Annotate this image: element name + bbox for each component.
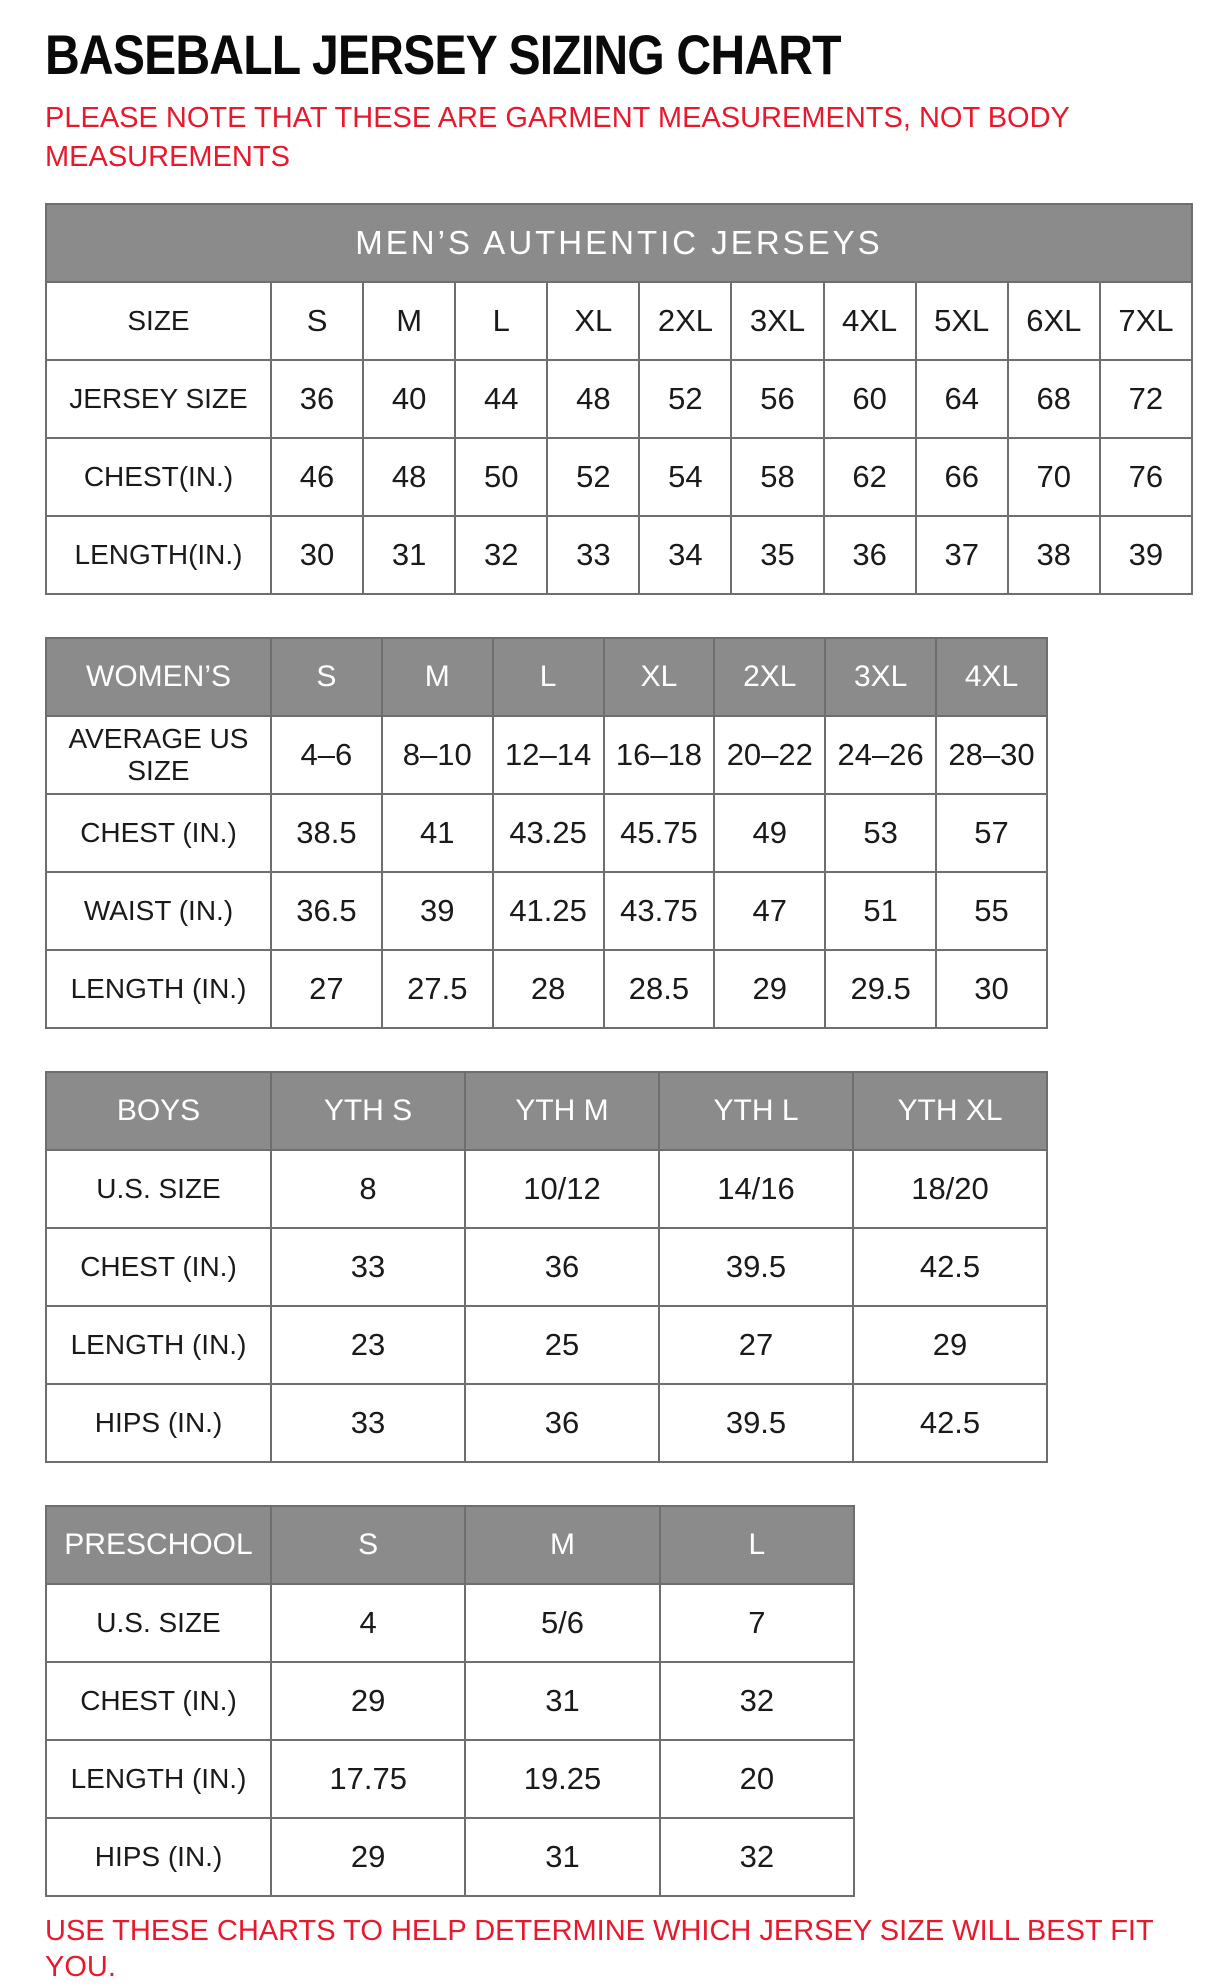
- boys-value-cell: 10/12: [465, 1150, 659, 1228]
- mens-value-cell: 34: [639, 516, 731, 594]
- womens-header-cell: 3XL: [825, 638, 936, 716]
- boys-value-cell: 18/20: [853, 1150, 1047, 1228]
- mens-row-label-cell: JERSEY SIZE: [46, 360, 271, 438]
- boys-value-cell: 8: [271, 1150, 465, 1228]
- boys-row-label-cell: U.S. SIZE: [46, 1150, 271, 1228]
- mens-value-cell: 44: [455, 360, 547, 438]
- preschool-table-title-cell: PRESCHOOL: [46, 1506, 271, 1584]
- mens-value-cell: 7XL: [1100, 282, 1192, 360]
- preschool-row-label-cell: U.S. SIZE: [46, 1584, 271, 1662]
- preschool-value-cell: 4: [271, 1584, 465, 1662]
- boys-table-row: [46, 1306, 1047, 1384]
- mens-value-cell: 3XL: [731, 282, 823, 360]
- preschool-value-cell: 17.75: [271, 1740, 465, 1818]
- preschool-row-label-cell: CHEST (IN.): [46, 1662, 271, 1740]
- mens-size-table: [45, 203, 1193, 595]
- preschool-value-cell: 32: [660, 1662, 854, 1740]
- womens-sizing-table-section: [45, 637, 1175, 1029]
- mens-value-cell: 39: [1100, 516, 1192, 594]
- womens-value-cell: 41.25: [493, 872, 604, 950]
- womens-value-cell: 27.5: [382, 950, 493, 1028]
- mens-value-cell: 36: [271, 360, 363, 438]
- mens-value-cell: 30: [271, 516, 363, 594]
- boys-value-cell: 25: [465, 1306, 659, 1384]
- mens-table-row: [46, 282, 1192, 360]
- womens-header-cell: S: [271, 638, 382, 716]
- mens-value-cell: 2XL: [639, 282, 731, 360]
- womens-value-cell: 49: [714, 794, 825, 872]
- fit-advice-note: USE THESE CHARTS TO HELP DETERMINE WHICH JERSEY SIZE WILL BEST FIT YOU.: [45, 1915, 1154, 1984]
- womens-value-cell: 28: [493, 950, 604, 1028]
- mens-value-cell: 62: [824, 438, 916, 516]
- preschool-row-label-cell: LENGTH (IN.): [46, 1740, 271, 1818]
- boys-row-label-cell: CHEST (IN.): [46, 1228, 271, 1306]
- mens-value-cell: 38: [1008, 516, 1100, 594]
- boys-header-cell: YTH L: [659, 1072, 853, 1150]
- womens-header-cell: L: [493, 638, 604, 716]
- preschool-value-cell: 31: [465, 1818, 659, 1896]
- preschool-value-cell: 7: [660, 1584, 854, 1662]
- preschool-header-cell: M: [465, 1506, 659, 1584]
- mens-table-row: [46, 516, 1192, 594]
- boys-header-cell: YTH XL: [853, 1072, 1047, 1150]
- mens-value-cell: 6XL: [1008, 282, 1100, 360]
- mens-value-cell: 33: [547, 516, 639, 594]
- preschool-row-label-cell: HIPS (IN.): [46, 1818, 271, 1896]
- preschool-value-cell: 32: [660, 1818, 854, 1896]
- preschool-header-cell: L: [660, 1506, 854, 1584]
- mens-value-cell: L: [455, 282, 547, 360]
- womens-value-cell: 51: [825, 872, 936, 950]
- womens-value-cell: 28–30: [936, 716, 1047, 794]
- boys-value-cell: 27: [659, 1306, 853, 1384]
- mens-value-cell: 48: [363, 438, 455, 516]
- mens-value-cell: 32: [455, 516, 547, 594]
- mens-value-cell: 5XL: [916, 282, 1008, 360]
- preschool-value-cell: 19.25: [465, 1740, 659, 1818]
- mens-value-cell: 70: [1008, 438, 1100, 516]
- boys-table-row: [46, 1150, 1047, 1228]
- preschool-value-cell: 20: [660, 1740, 854, 1818]
- boys-value-cell: 42.5: [853, 1228, 1047, 1306]
- boys-table-row: [46, 1228, 1047, 1306]
- mens-value-cell: 4XL: [824, 282, 916, 360]
- boys-value-cell: 39.5: [659, 1228, 853, 1306]
- boys-value-cell: 14/16: [659, 1150, 853, 1228]
- mens-value-cell: 37: [916, 516, 1008, 594]
- boys-header-cell: YTH M: [465, 1072, 659, 1150]
- womens-row-label-cell: LENGTH (IN.): [46, 950, 271, 1028]
- mens-value-cell: 56: [731, 360, 823, 438]
- measurement-note: PLEASE NOTE THAT THESE ARE GARMENT MEASUREMENTS, NOT BODY MEASUREMENTS: [45, 101, 1070, 173]
- womens-value-cell: 43.75: [604, 872, 715, 950]
- womens-value-cell: 55: [936, 872, 1047, 950]
- mens-value-cell: XL: [547, 282, 639, 360]
- boys-table-row: [46, 1384, 1047, 1462]
- mens-row-label-cell: LENGTH(IN.): [46, 516, 271, 594]
- mens-row-label-cell: SIZE: [46, 282, 271, 360]
- womens-row-label-cell: AVERAGE US SIZE: [46, 716, 271, 794]
- mens-value-cell: M: [363, 282, 455, 360]
- boys-value-cell: 23: [271, 1306, 465, 1384]
- preschool-table-row: [46, 1584, 854, 1662]
- preschool-value-cell: 5/6: [465, 1584, 659, 1662]
- mens-value-cell: 52: [639, 360, 731, 438]
- womens-table-row: [46, 716, 1047, 794]
- mens-value-cell: 76: [1100, 438, 1192, 516]
- womens-value-cell: 12–14: [493, 716, 604, 794]
- mens-value-cell: 54: [639, 438, 731, 516]
- womens-table-title-cell: WOMEN’S: [46, 638, 271, 716]
- mens-table-banner: MEN’S AUTHENTIC JERSEYS: [46, 204, 1192, 282]
- womens-header-cell: M: [382, 638, 493, 716]
- womens-value-cell: 57: [936, 794, 1047, 872]
- womens-row-label-cell: WAIST (IN.): [46, 872, 271, 950]
- womens-value-cell: 30: [936, 950, 1047, 1028]
- preschool-table-row: [46, 1818, 854, 1896]
- womens-value-cell: 36.5: [271, 872, 382, 950]
- mens-value-cell: 50: [455, 438, 547, 516]
- womens-value-cell: 53: [825, 794, 936, 872]
- mens-table-row: [46, 360, 1192, 438]
- womens-size-table: [45, 637, 1048, 1029]
- mens-value-cell: 48: [547, 360, 639, 438]
- womens-table-row: [46, 950, 1047, 1028]
- preschool-table-row: [46, 1740, 854, 1818]
- preschool-sizing-table-section: [45, 1505, 1175, 1897]
- womens-value-cell: 41: [382, 794, 493, 872]
- womens-table-row: [46, 794, 1047, 872]
- womens-value-cell: 16–18: [604, 716, 715, 794]
- mens-value-cell: 64: [916, 360, 1008, 438]
- mens-value-cell: 72: [1100, 360, 1192, 438]
- boys-row-label-cell: LENGTH (IN.): [46, 1306, 271, 1384]
- boys-value-cell: 29: [853, 1306, 1047, 1384]
- womens-value-cell: 43.25: [493, 794, 604, 872]
- womens-value-cell: 47: [714, 872, 825, 950]
- boys-value-cell: 39.5: [659, 1384, 853, 1462]
- mens-value-cell: S: [271, 282, 363, 360]
- mens-value-cell: 66: [916, 438, 1008, 516]
- mens-value-cell: 36: [824, 516, 916, 594]
- mens-value-cell: 31: [363, 516, 455, 594]
- womens-header-cell: 2XL: [714, 638, 825, 716]
- boys-value-cell: 33: [271, 1384, 465, 1462]
- mens-table-row: [46, 438, 1192, 516]
- preschool-header-cell: S: [271, 1506, 465, 1584]
- womens-value-cell: 28.5: [604, 950, 715, 1028]
- womens-value-cell: 29.5: [825, 950, 936, 1028]
- boys-value-cell: 36: [465, 1384, 659, 1462]
- preschool-value-cell: 31: [465, 1662, 659, 1740]
- preschool-value-cell: 29: [271, 1662, 465, 1740]
- boys-value-cell: 33: [271, 1228, 465, 1306]
- womens-value-cell: 29: [714, 950, 825, 1028]
- womens-value-cell: 8–10: [382, 716, 493, 794]
- boys-value-cell: 36: [465, 1228, 659, 1306]
- preschool-size-table: [45, 1505, 855, 1897]
- womens-row-label-cell: CHEST (IN.): [46, 794, 271, 872]
- preschool-value-cell: 29: [271, 1818, 465, 1896]
- preschool-table-row: [46, 1662, 854, 1740]
- womens-value-cell: 27: [271, 950, 382, 1028]
- mens-row-label-cell: CHEST(IN.): [46, 438, 271, 516]
- boys-value-cell: 42.5: [853, 1384, 1047, 1462]
- boys-header-cell: YTH S: [271, 1072, 465, 1150]
- womens-value-cell: 24–26: [825, 716, 936, 794]
- mens-sizing-table-section: [45, 203, 1175, 595]
- mens-value-cell: 58: [731, 438, 823, 516]
- womens-value-cell: 45.75: [604, 794, 715, 872]
- page-title: BASEBALL JERSEY SIZING CHART: [45, 23, 841, 86]
- womens-value-cell: 39: [382, 872, 493, 950]
- womens-header-cell: XL: [604, 638, 715, 716]
- womens-value-cell: 38.5: [271, 794, 382, 872]
- mens-value-cell: 68: [1008, 360, 1100, 438]
- mens-value-cell: 52: [547, 438, 639, 516]
- boys-size-table: [45, 1071, 1048, 1463]
- boys-row-label-cell: HIPS (IN.): [46, 1384, 271, 1462]
- womens-header-cell: 4XL: [936, 638, 1047, 716]
- mens-value-cell: 60: [824, 360, 916, 438]
- boys-table-title-cell: BOYS: [46, 1072, 271, 1150]
- mens-value-cell: 35: [731, 516, 823, 594]
- womens-table-row: [46, 872, 1047, 950]
- boys-sizing-table-section: [45, 1071, 1175, 1463]
- womens-value-cell: 20–22: [714, 716, 825, 794]
- womens-value-cell: 4–6: [271, 716, 382, 794]
- mens-value-cell: 46: [271, 438, 363, 516]
- mens-value-cell: 40: [363, 360, 455, 438]
